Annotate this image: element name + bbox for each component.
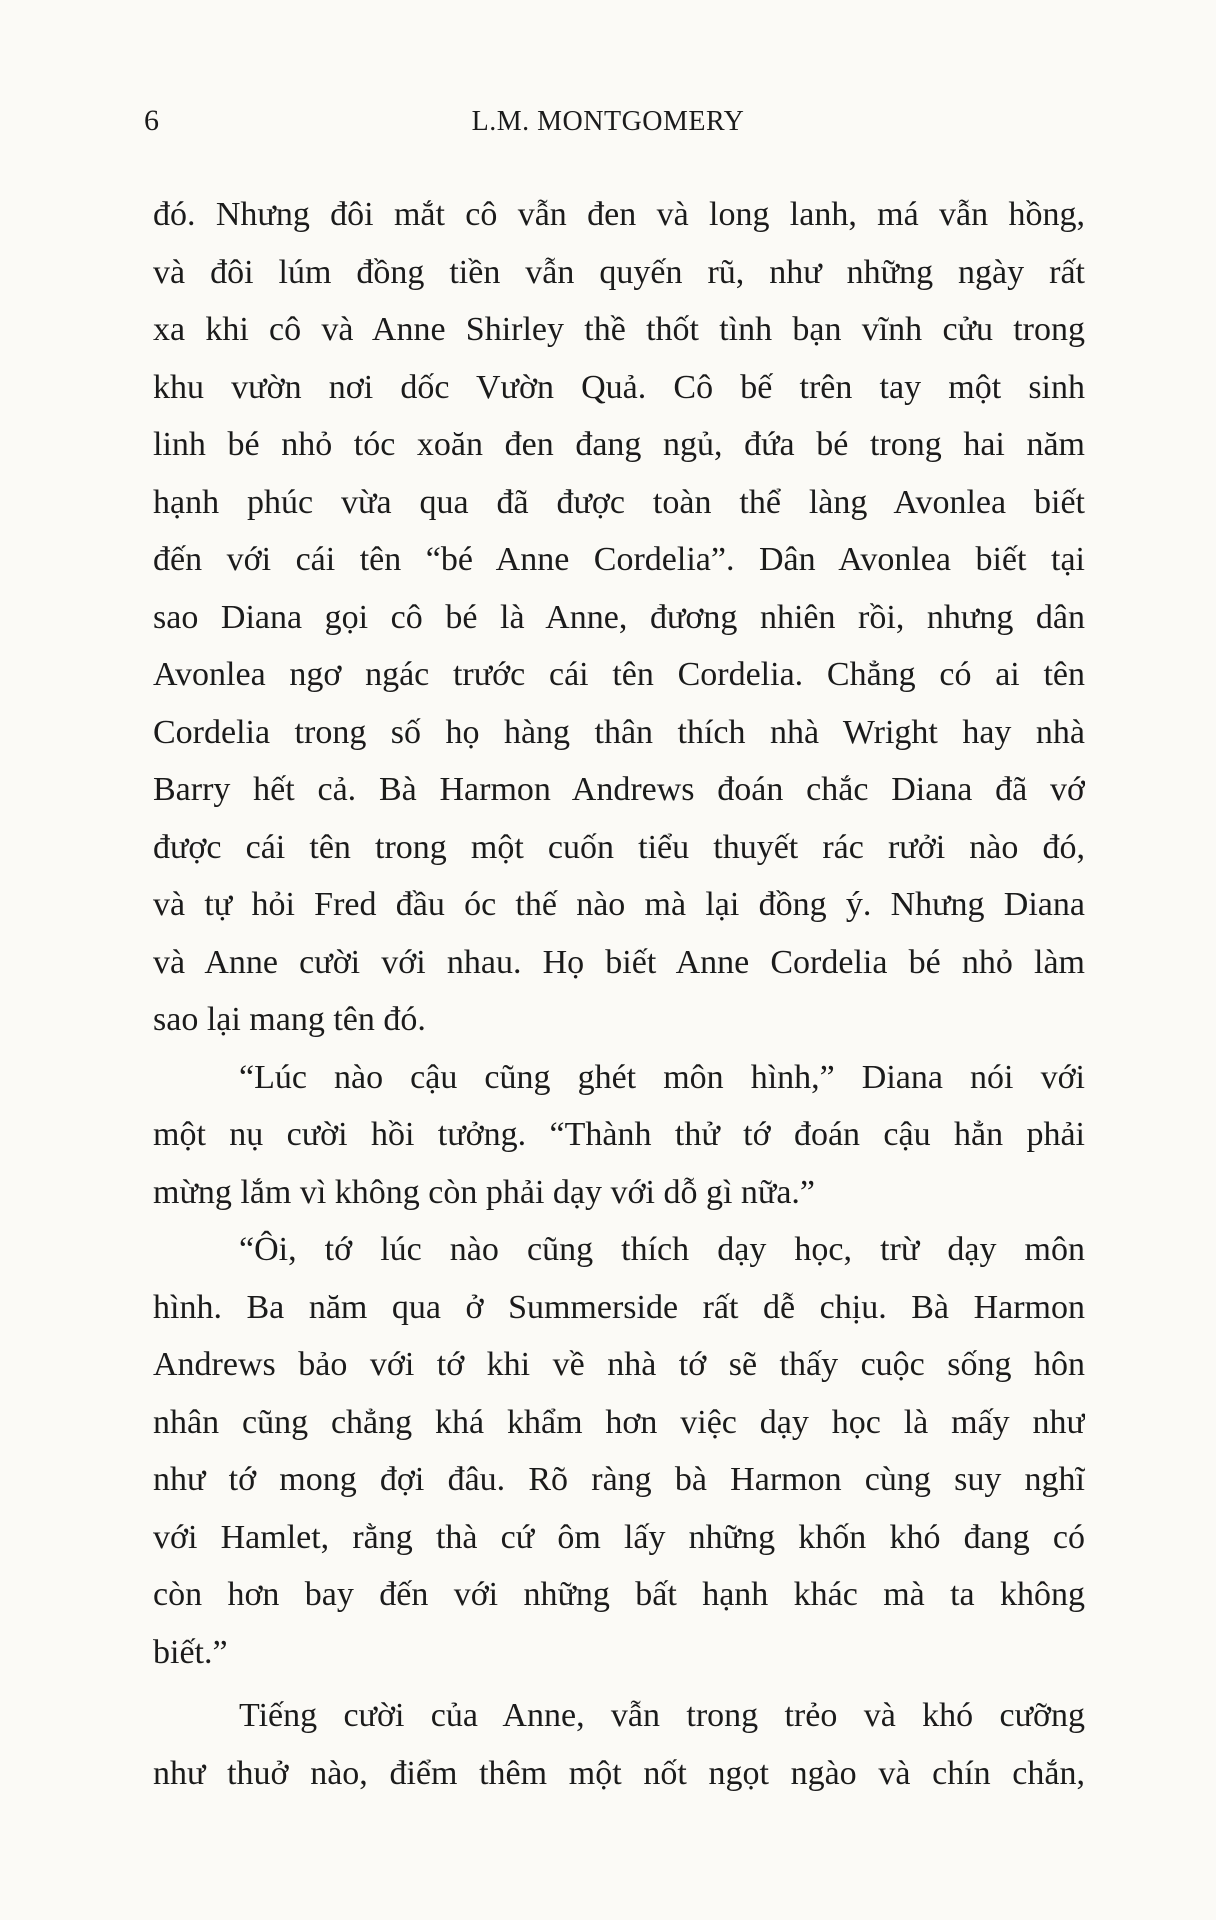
text-line: sao Diana gọi cô bé là Anne, đương nhiên rồi, nhưng dân xyxy=(153,598,1085,636)
text-line: xa khi cô và Anne Shirley thề thốt tình bạn vĩnh cửu trong xyxy=(153,311,1085,348)
text-line: “Lúc nào cậu cũng ghét môn hình,” Diana nói với xyxy=(239,1058,1085,1096)
text-line: biết.” xyxy=(153,1633,228,1671)
text-line: với Hamlet, rằng thà cứ ôm lấy những khốn khó đang có xyxy=(153,1518,1085,1556)
text-line: và đôi lúm đồng tiền vẫn quyến rũ, như những ngày rất xyxy=(153,253,1085,291)
text-line: nhân cũng chẳng khá khẩm hơn việc dạy học là mấy như xyxy=(153,1403,1085,1441)
text-line: Cordelia trong số họ hàng thân thích nhà Wright hay nhà xyxy=(153,713,1085,751)
text-line: Tiếng cười của Anne, vẫn trong trẻo và khó cưỡng xyxy=(239,1697,1085,1734)
text-line: hạnh phúc vừa qua đã được toàn thể làng Avonlea biết xyxy=(153,483,1085,521)
text-line: hình. Ba năm qua ở Summerside rất dễ chịu. Bà Harmon xyxy=(153,1288,1085,1326)
paragraph xyxy=(153,1049,1085,1222)
text-line: “Ôi, tớ lúc nào cũng thích dạy học, trừ dạy môn xyxy=(239,1231,1085,1268)
body-text xyxy=(153,186,1085,1802)
text-line: đến với cái tên “bé Anne Cordelia”. Dân Avonlea biết tại xyxy=(153,541,1085,578)
paragraph xyxy=(153,1221,1085,1681)
text-line: được cái tên trong một cuốn tiểu thuyết rác rưởi nào đó, xyxy=(153,828,1085,866)
text-line: sao lại mang tên đó. xyxy=(153,1001,426,1038)
text-line: và Anne cười với nhau. Họ biết Anne Cordelia bé nhỏ làm xyxy=(153,943,1085,981)
running-head-author: L.M. MONTGOMERY xyxy=(471,106,745,137)
text-line: còn hơn bay đến với những bất hạnh khác mà ta không xyxy=(153,1576,1085,1613)
page-number: 6 xyxy=(144,104,159,137)
text-line: một nụ cười hồi tưởng. “Thành thử tớ đoán cậu hẳn phải xyxy=(153,1116,1085,1153)
paragraph xyxy=(153,1687,1085,1802)
text-line: khu vườn nơi dốc Vườn Quả. Cô bế trên tay một sinh xyxy=(153,368,1085,406)
text-line: Andrews bảo với tớ khi về nhà tớ sẽ thấy cuộc sống hôn xyxy=(153,1346,1085,1383)
text-line: mừng lắm vì không còn phải dạy với dỗ gì nữa.” xyxy=(153,1173,816,1211)
text-line: Barry hết cả. Bà Harmon Andrews đoán chắc Diana đã vớ xyxy=(153,771,1085,808)
text-line: và tự hỏi Fred đầu óc thế nào mà lại đồng ý. Nhưng Diana xyxy=(153,886,1085,923)
text-line: đó. Nhưng đôi mắt cô vẫn đen và long lanh, má vẫn hồng, xyxy=(153,196,1085,233)
paragraph xyxy=(153,186,1085,1049)
text-line: Avonlea ngơ ngác trước cái tên Cordelia. Chẳng có ai tên xyxy=(153,656,1085,693)
text-line: linh bé nhỏ tóc xoăn đen đang ngủ, đứa bé trong hai năm xyxy=(153,426,1085,463)
text-line: như tớ mong đợi đâu. Rõ ràng bà Harmon cùng suy nghĩ xyxy=(153,1461,1085,1498)
text-line: như thuở nào, điểm thêm một nốt ngọt ngào và chín chắn, xyxy=(153,1754,1085,1792)
